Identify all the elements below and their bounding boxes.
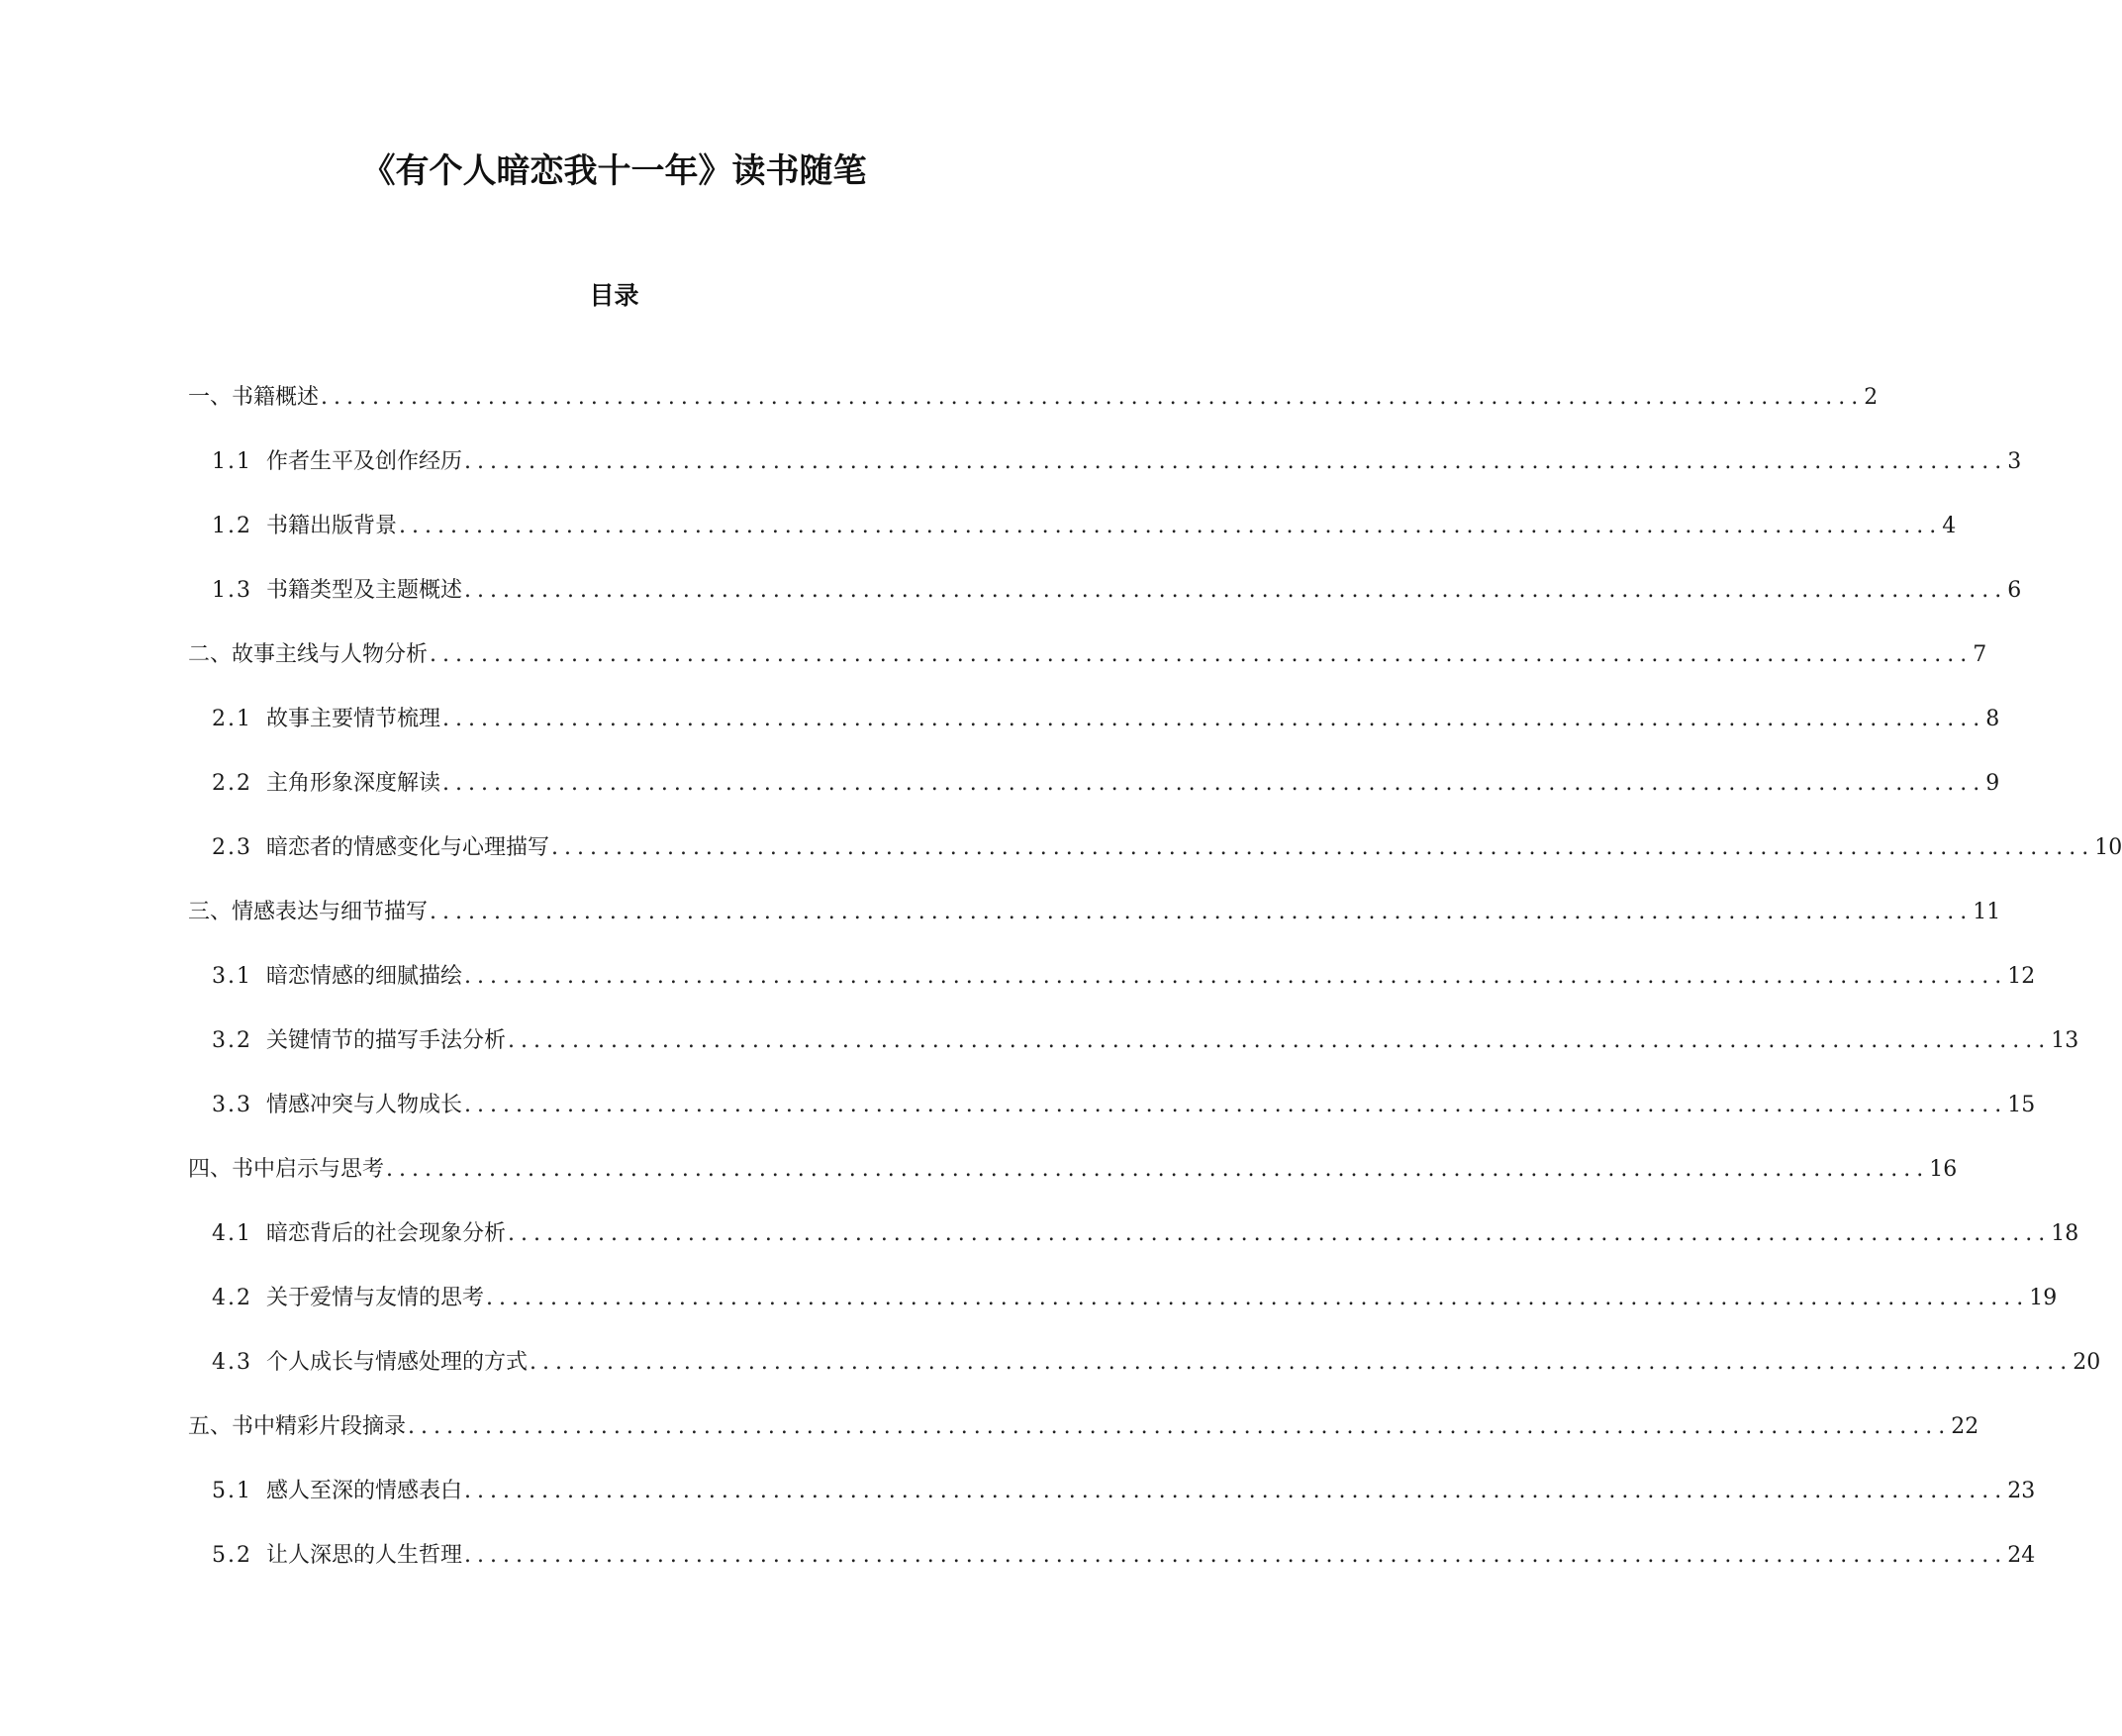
toc-entry-label: 四、书中启示与思考 xyxy=(188,1157,385,1182)
toc-page-number: 23 xyxy=(2007,1479,2036,1503)
toc-dot-leader: ........................................................................................................................ xyxy=(464,578,2008,603)
toc-entry-line[interactable] xyxy=(212,700,2000,739)
document-title: 《有个人暗恋我十一年》读书随笔 xyxy=(361,151,867,191)
toc-entry[interactable] xyxy=(0,1279,2058,1343)
toc-page-number: 4 xyxy=(1942,514,1957,538)
toc-entry[interactable] xyxy=(0,442,2022,507)
toc-entry[interactable] xyxy=(0,1086,2036,1150)
toc-section-number: 1.2 xyxy=(212,514,252,538)
toc-entry-line[interactable] xyxy=(212,764,2000,804)
toc-dot-leader: ........................................................................................................................ xyxy=(551,835,2095,860)
toc-entry-label: 关于爱情与友情的思考 xyxy=(266,1286,485,1310)
toc-page-number: 24 xyxy=(2007,1543,2036,1568)
toc-entry[interactable] xyxy=(0,507,1957,571)
toc-entry-label: 书籍类型及主题概述 xyxy=(266,578,463,603)
toc-entry-line[interactable] xyxy=(188,635,1987,675)
toc-entry-line[interactable] xyxy=(212,1536,2036,1576)
toc-entry[interactable] xyxy=(0,635,1987,700)
toc-entry[interactable] xyxy=(0,1214,2079,1279)
toc-entry-label: 情感冲突与人物成长 xyxy=(266,1093,463,1117)
toc-page-number: 20 xyxy=(2073,1350,2101,1375)
toc-entry-line[interactable] xyxy=(212,571,2022,611)
toc-entry[interactable] xyxy=(0,700,2000,764)
toc-dot-leader: ........................................................................................................................ xyxy=(430,642,1974,667)
toc-entry[interactable] xyxy=(0,1472,2036,1536)
toc-entry-label: 主角形象深度解读 xyxy=(266,771,441,796)
toc-entry-line[interactable] xyxy=(212,957,2036,997)
toc-entry[interactable] xyxy=(0,571,2022,635)
toc-entry-line[interactable] xyxy=(212,1279,2058,1318)
toc-entry-line[interactable] xyxy=(188,378,1879,418)
toc-entry-label: 书籍出版背景 xyxy=(266,514,398,538)
toc-dot-leader: ........................................................................................................................ xyxy=(486,1286,2030,1310)
toc-section-number: 4.2 xyxy=(212,1286,252,1310)
toc-page-number: 16 xyxy=(1929,1157,1958,1182)
toc-entry[interactable] xyxy=(0,893,2001,957)
toc-section-number: 3.1 xyxy=(212,964,252,989)
toc-entry[interactable] xyxy=(0,378,1879,442)
toc-dot-leader: ........................................................................................................................ xyxy=(464,1543,2008,1568)
toc-entry-line[interactable] xyxy=(188,893,2001,932)
toc-page-number: 22 xyxy=(1951,1414,1979,1439)
toc-page-number: 15 xyxy=(2007,1093,2036,1117)
toc-entry-label: 五、书中精彩片段摘录 xyxy=(188,1414,407,1439)
toc-entry-line[interactable] xyxy=(212,507,1957,546)
toc-entry[interactable] xyxy=(0,1407,1979,1472)
toc-entry[interactable] xyxy=(0,1150,1958,1214)
toc-entry-label: 暗恋背后的社会现象分析 xyxy=(266,1221,507,1246)
toc-entry-label: 个人成长与情感处理的方式 xyxy=(266,1350,529,1375)
toc-page-number: 18 xyxy=(2051,1221,2079,1246)
toc-entry-line[interactable] xyxy=(212,1021,2079,1061)
toc-page-number: 19 xyxy=(2029,1286,2058,1310)
toc-entry[interactable] xyxy=(0,1021,2079,1086)
toc-entry-line[interactable] xyxy=(212,442,2022,482)
toc-entry-line[interactable] xyxy=(188,1407,1979,1447)
toc-entry-label: 作者生平及创作经历 xyxy=(266,449,463,474)
toc-dot-leader: ........................................................................................................................ xyxy=(508,1028,2052,1053)
toc-entry-line[interactable] xyxy=(212,1343,2101,1383)
toc-entry-line[interactable] xyxy=(212,1472,2036,1511)
toc-dot-leader: ........................................................................................................................ xyxy=(508,1221,2052,1246)
toc-dot-leader: ........................................................................................................................ xyxy=(464,964,2008,989)
toc-section-number: 4.1 xyxy=(212,1221,252,1246)
toc-dot-leader: ........................................................................................................................ xyxy=(464,449,2008,474)
toc-entry-line[interactable] xyxy=(212,828,2122,868)
toc-page-number: 8 xyxy=(1985,707,2000,731)
toc-dot-leader: ........................................................................................................................ xyxy=(442,707,1986,731)
toc-page-number: 6 xyxy=(2007,578,2022,603)
toc-dot-leader: ........................................................................................................................ xyxy=(530,1350,2074,1375)
toc-entry[interactable] xyxy=(0,1536,2036,1600)
toc-section-number: 1.3 xyxy=(212,578,252,603)
toc-entry[interactable] xyxy=(0,1343,2101,1407)
toc-entry[interactable] xyxy=(0,957,2036,1021)
toc-entry[interactable] xyxy=(0,828,2122,893)
toc-entry-label: 二、故事主线与人物分析 xyxy=(188,642,429,667)
toc-section-number: 5.1 xyxy=(212,1479,252,1503)
toc-heading: 目录 xyxy=(589,281,639,310)
toc-entry-label: 让人深思的人生哲理 xyxy=(266,1543,463,1568)
toc-page-number: 9 xyxy=(1985,771,2000,796)
toc-page-number: 12 xyxy=(2007,964,2036,989)
toc-entry-label: 感人至深的情感表白 xyxy=(266,1479,463,1503)
toc-dot-leader: ........................................................................................................................ xyxy=(408,1414,1952,1439)
toc-page-number: 11 xyxy=(1973,900,2001,924)
table-of-contents xyxy=(0,378,2122,1600)
toc-dot-leader: ........................................................................................................................ xyxy=(321,385,1865,410)
toc-entry-label: 故事主要情节梳理 xyxy=(266,707,441,731)
toc-section-number: 4.3 xyxy=(212,1350,252,1375)
toc-dot-leader: ........................................................................................................................ xyxy=(442,771,1986,796)
toc-section-number: 3.2 xyxy=(212,1028,252,1053)
toc-section-number: 2.3 xyxy=(212,835,252,860)
toc-dot-leader: ........................................................................................................................ xyxy=(464,1093,2008,1117)
toc-section-number: 2.1 xyxy=(212,707,252,731)
toc-entry-line[interactable] xyxy=(188,1150,1958,1190)
toc-entry-label: 一、书籍概述 xyxy=(188,385,320,410)
toc-entry-label: 暗恋情感的细腻描绘 xyxy=(266,964,463,989)
toc-page-number: 7 xyxy=(1973,642,1987,667)
toc-section-number: 3.3 xyxy=(212,1093,252,1117)
toc-dot-leader: ........................................................................................................................ xyxy=(399,514,1943,538)
toc-entry-line[interactable] xyxy=(212,1214,2079,1254)
toc-page-number: 2 xyxy=(1864,385,1879,410)
toc-dot-leader: ........................................................................................................................ xyxy=(464,1479,2008,1503)
toc-section-number: 1.1 xyxy=(212,449,252,474)
toc-page-number: 3 xyxy=(2007,449,2022,474)
toc-entry-label: 三、情感表达与细节描写 xyxy=(188,900,429,924)
toc-entry[interactable] xyxy=(0,764,2000,828)
toc-entry-line[interactable] xyxy=(212,1086,2036,1125)
toc-entry-label: 暗恋者的情感变化与心理描写 xyxy=(266,835,550,860)
toc-dot-leader: ........................................................................................................................ xyxy=(430,900,1974,924)
toc-section-number: 2.2 xyxy=(212,771,252,796)
toc-section-number: 5.2 xyxy=(212,1543,252,1568)
toc-entry-label: 关键情节的描写手法分析 xyxy=(266,1028,507,1053)
toc-page-number: 10 xyxy=(2094,835,2122,860)
toc-dot-leader: ........................................................................................................................ xyxy=(386,1157,1930,1182)
toc-page-number: 13 xyxy=(2051,1028,2079,1053)
